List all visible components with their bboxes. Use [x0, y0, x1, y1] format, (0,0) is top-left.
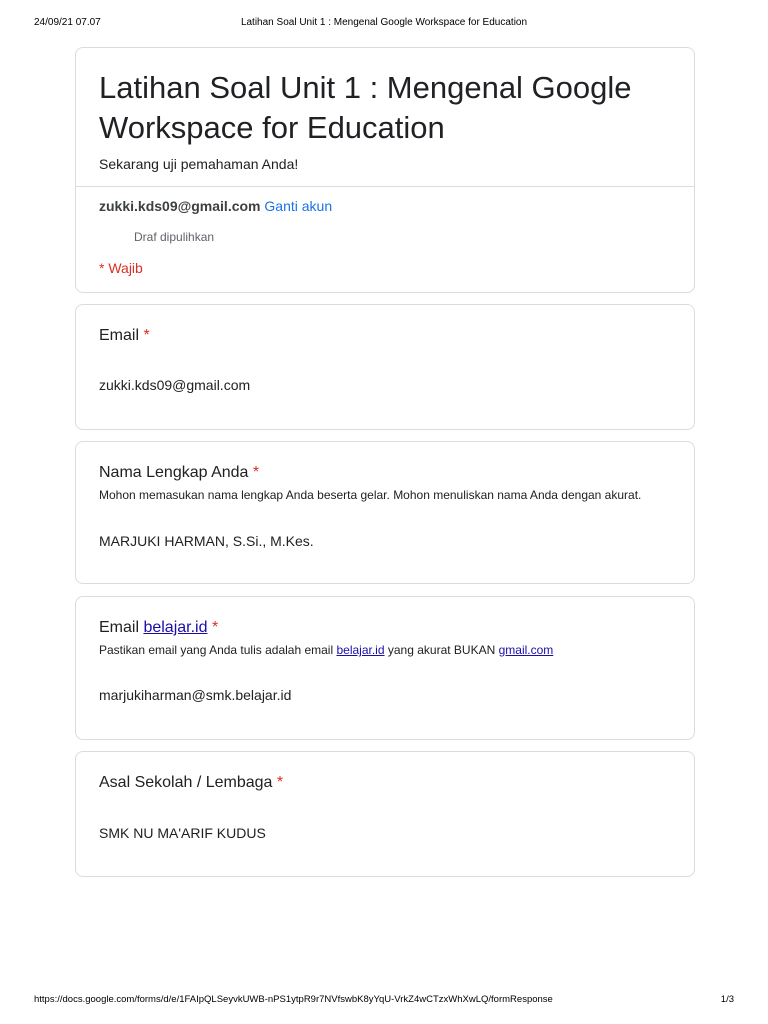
form-header-card: [75, 47, 695, 293]
question-title: [99, 464, 259, 482]
draft-status: Draf dipulihkan: [134, 230, 215, 244]
required-note: * Wajib: [99, 260, 143, 276]
question-title: [99, 774, 283, 792]
print-footer: [34, 994, 734, 1008]
question-card-email: [75, 304, 695, 430]
question-title: [99, 619, 218, 637]
question-answer: zukki.kds09@gmail.com: [99, 377, 251, 393]
question-help-text: Mohon memasukan nama lengkap Anda beserta gelar. Mohon menuliskan nama Anda dengan akurat.: [99, 488, 642, 502]
form-description: Sekarang uji pemahaman Anda!: [99, 156, 299, 172]
question-title-text: Email: [99, 619, 144, 636]
question-title: [99, 327, 150, 345]
form-title: Latihan Soal Unit 1 : Mengenal Google Workspace for Education: [99, 70, 632, 145]
print-header: [34, 17, 734, 31]
required-star: *: [252, 464, 260, 481]
print-page-number: 1/3: [720, 994, 734, 1005]
question-card-school: [75, 751, 695, 877]
print-title: Latihan Soal Unit 1 : Mengenal Google Workspace for Education: [240, 17, 528, 28]
question-answer: marjukiharman@smk.belajar.id: [99, 687, 292, 703]
help-text-middle: yang akurat BUKAN: [384, 643, 499, 657]
question-title-text: Nama Lengkap Anda: [99, 464, 249, 481]
belajar-id-title-link[interactable]: belajar.id: [143, 619, 208, 636]
help-text-prefix: Pastikan email yang Anda tulis adalah email: [99, 643, 337, 657]
required-star: *: [211, 619, 219, 636]
question-answer: SMK NU MA'ARIF KUDUS: [99, 825, 266, 841]
question-help-text: [99, 643, 553, 657]
header-divider: [76, 186, 694, 187]
question-answer: MARJUKI HARMAN, S.Si., M.Kes.: [99, 533, 314, 549]
print-date: 24/09/21 07.07: [34, 17, 101, 28]
question-title-text: Asal Sekolah / Lembaga: [99, 774, 273, 791]
required-star: *: [143, 327, 150, 344]
account-email: zukki.kds09@gmail.com: [99, 198, 261, 214]
question-title-text: Email: [99, 327, 140, 344]
switch-account-link[interactable]: Ganti akun: [264, 198, 333, 214]
gmail-help-link[interactable]: gmail.com: [498, 643, 554, 657]
account-row: [99, 198, 332, 214]
question-card-email-belajar: [75, 596, 695, 740]
question-card-full-name: [75, 441, 695, 584]
print-url: https://docs.google.com/forms/d/e/1FAIpQLSeyvkUWB-nPS1ytpR9r7NVfswbK8yYqU-VrkZ4wCTzxWhXwLQ/formResponse: [34, 994, 553, 1005]
belajar-id-help-link[interactable]: belajar.id: [336, 643, 385, 657]
required-star: *: [276, 774, 284, 791]
